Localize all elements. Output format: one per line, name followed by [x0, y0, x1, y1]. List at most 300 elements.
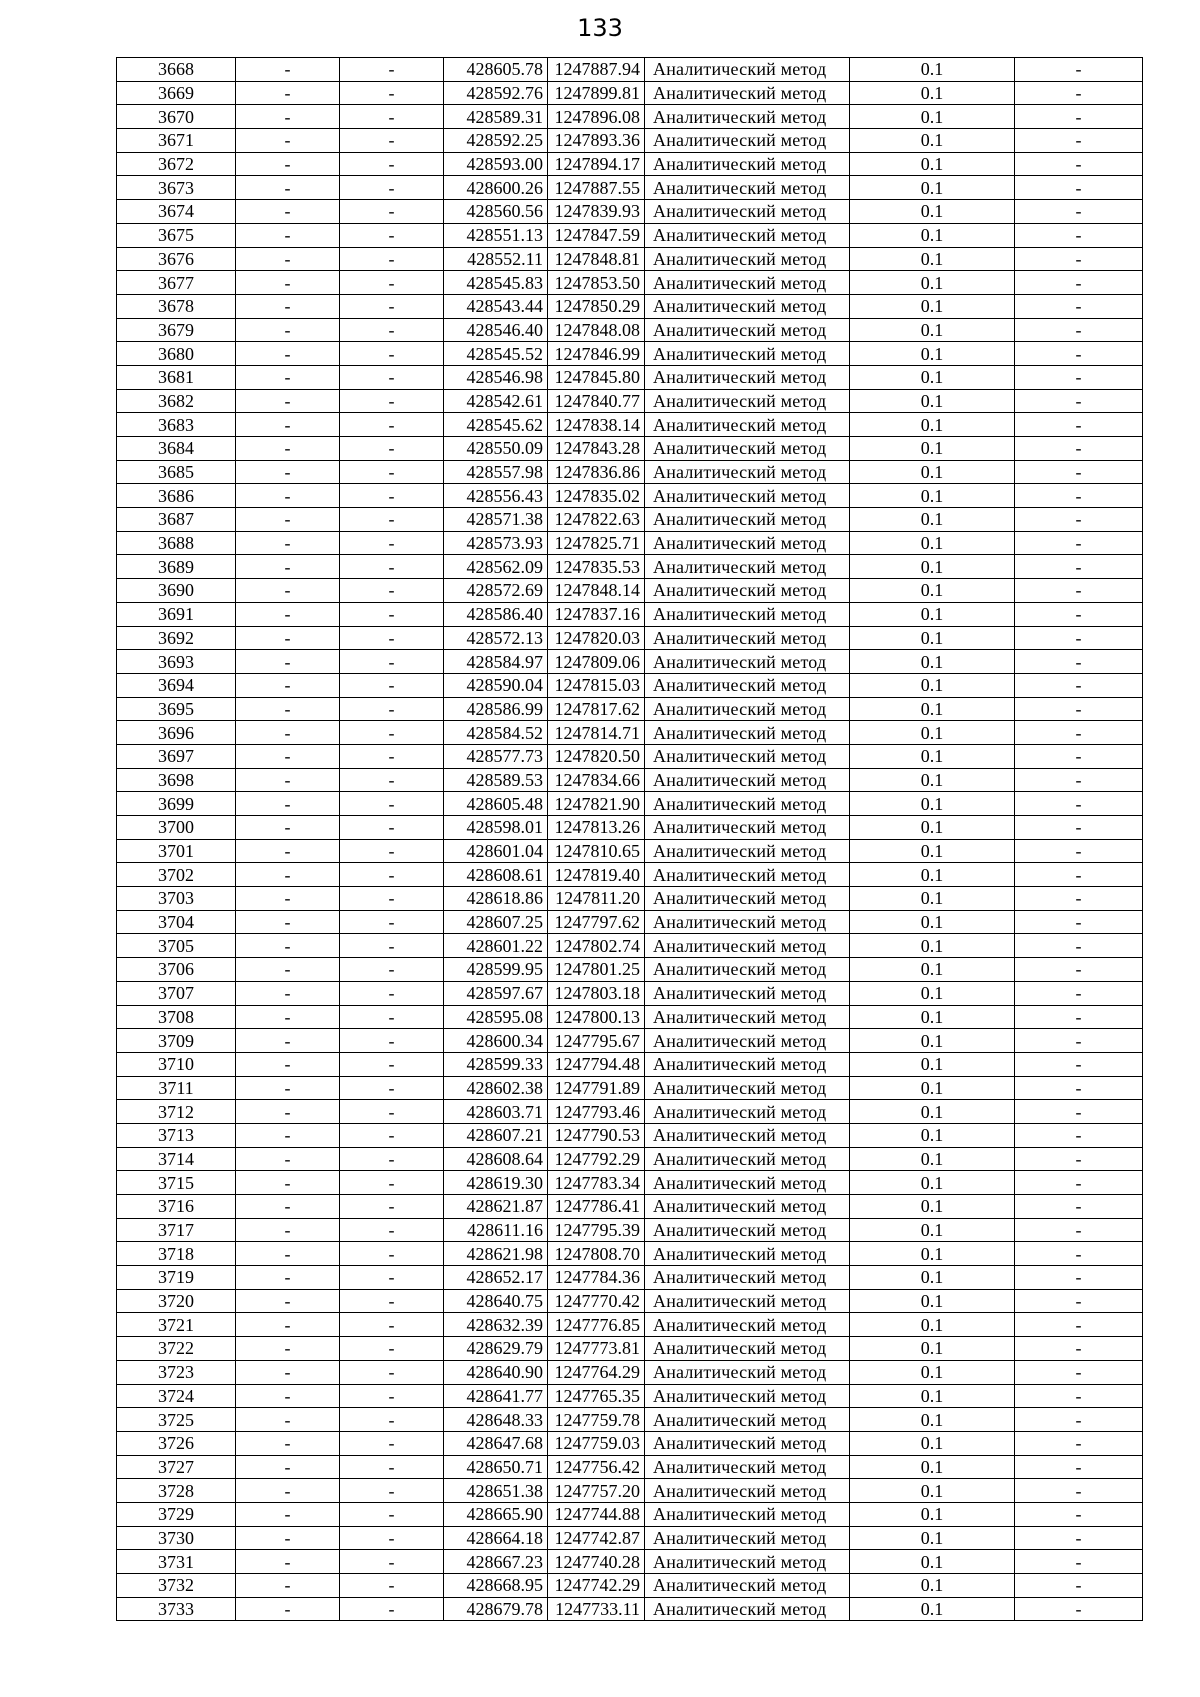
- y-coordinate-cell: 1247835.02: [548, 484, 645, 508]
- point-number-cell: 3725: [117, 1408, 236, 1432]
- y-coordinate-cell: 1247848.14: [548, 579, 645, 603]
- note-cell: -: [1015, 1195, 1143, 1219]
- dash-cell: -: [236, 697, 340, 721]
- y-coordinate-cell: 1247894.17: [548, 152, 645, 176]
- x-coordinate-cell: 428621.87: [444, 1195, 548, 1219]
- y-coordinate-cell: 1247845.80: [548, 365, 645, 389]
- dash-cell: -: [340, 1195, 444, 1219]
- table-row: [117, 1550, 1143, 1574]
- table-row: [117, 271, 1143, 295]
- point-number-cell: 3704: [117, 910, 236, 934]
- point-number-cell: 3710: [117, 1052, 236, 1076]
- method-cell: Аналитический метод: [645, 863, 850, 887]
- note-cell: -: [1015, 1242, 1143, 1266]
- method-cell: Аналитический метод: [645, 768, 850, 792]
- table-row: [117, 1384, 1143, 1408]
- table-row: [117, 1266, 1143, 1290]
- dash-cell: -: [236, 437, 340, 461]
- y-coordinate-cell: 1247836.86: [548, 460, 645, 484]
- note-cell: -: [1015, 721, 1143, 745]
- dash-cell: -: [236, 1242, 340, 1266]
- x-coordinate-cell: 428592.76: [444, 81, 548, 105]
- accuracy-cell: 0.1: [850, 1455, 1015, 1479]
- dash-cell: -: [340, 1313, 444, 1337]
- y-coordinate-cell: 1247838.14: [548, 413, 645, 437]
- method-cell: Аналитический метод: [645, 958, 850, 982]
- point-number-cell: 3690: [117, 579, 236, 603]
- accuracy-cell: 0.1: [850, 1384, 1015, 1408]
- method-cell: Аналитический метод: [645, 152, 850, 176]
- point-number-cell: 3679: [117, 318, 236, 342]
- dash-cell: -: [236, 887, 340, 911]
- y-coordinate-cell: 1247814.71: [548, 721, 645, 745]
- y-coordinate-cell: 1247837.16: [548, 602, 645, 626]
- y-coordinate-cell: 1247850.29: [548, 294, 645, 318]
- dash-cell: -: [340, 1266, 444, 1290]
- point-number-cell: 3692: [117, 626, 236, 650]
- y-coordinate-cell: 1247733.11: [548, 1597, 645, 1621]
- note-cell: -: [1015, 460, 1143, 484]
- note-cell: -: [1015, 839, 1143, 863]
- point-number-cell: 3708: [117, 1005, 236, 1029]
- method-cell: Аналитический метод: [645, 1431, 850, 1455]
- x-coordinate-cell: 428551.13: [444, 223, 548, 247]
- dash-cell: -: [340, 271, 444, 295]
- accuracy-cell: 0.1: [850, 721, 1015, 745]
- y-coordinate-cell: 1247899.81: [548, 81, 645, 105]
- accuracy-cell: 0.1: [850, 1337, 1015, 1361]
- dash-cell: -: [340, 887, 444, 911]
- note-cell: -: [1015, 1100, 1143, 1124]
- method-cell: Аналитический метод: [645, 721, 850, 745]
- method-cell: Аналитический метод: [645, 1195, 850, 1219]
- method-cell: Аналитический метод: [645, 365, 850, 389]
- note-cell: -: [1015, 1266, 1143, 1290]
- point-number-cell: 3727: [117, 1455, 236, 1479]
- accuracy-cell: 0.1: [850, 839, 1015, 863]
- point-number-cell: 3697: [117, 744, 236, 768]
- table-row: [117, 176, 1143, 200]
- table-row: [117, 531, 1143, 555]
- accuracy-cell: 0.1: [850, 1076, 1015, 1100]
- accuracy-cell: 0.1: [850, 697, 1015, 721]
- dash-cell: -: [236, 1337, 340, 1361]
- method-cell: Аналитический метод: [645, 1526, 850, 1550]
- accuracy-cell: 0.1: [850, 200, 1015, 224]
- y-coordinate-cell: 1247784.36: [548, 1266, 645, 1290]
- method-cell: Аналитический метод: [645, 81, 850, 105]
- table-row: [117, 1289, 1143, 1313]
- accuracy-cell: 0.1: [850, 1574, 1015, 1598]
- accuracy-cell: 0.1: [850, 792, 1015, 816]
- dash-cell: -: [340, 413, 444, 437]
- table-row: [117, 1431, 1143, 1455]
- point-number-cell: 3723: [117, 1360, 236, 1384]
- x-coordinate-cell: 428560.56: [444, 200, 548, 224]
- dash-cell: -: [340, 1431, 444, 1455]
- x-coordinate-cell: 428647.68: [444, 1431, 548, 1455]
- method-cell: Аналитический метод: [645, 887, 850, 911]
- coordinates-table: [116, 57, 1143, 1621]
- table-row: [117, 223, 1143, 247]
- method-cell: Аналитический метод: [645, 650, 850, 674]
- dash-cell: -: [236, 934, 340, 958]
- dash-cell: -: [236, 58, 340, 82]
- y-coordinate-cell: 1247744.88: [548, 1502, 645, 1526]
- y-coordinate-cell: 1247757.20: [548, 1479, 645, 1503]
- dash-cell: -: [236, 129, 340, 153]
- x-coordinate-cell: 428595.08: [444, 1005, 548, 1029]
- accuracy-cell: 0.1: [850, 342, 1015, 366]
- point-number-cell: 3670: [117, 105, 236, 129]
- method-cell: Аналитический метод: [645, 1455, 850, 1479]
- note-cell: -: [1015, 887, 1143, 911]
- table-row: [117, 1076, 1143, 1100]
- y-coordinate-cell: 1247820.50: [548, 744, 645, 768]
- note-cell: -: [1015, 247, 1143, 271]
- y-coordinate-cell: 1247765.35: [548, 1384, 645, 1408]
- note-cell: -: [1015, 531, 1143, 555]
- y-coordinate-cell: 1247802.74: [548, 934, 645, 958]
- dash-cell: -: [236, 1313, 340, 1337]
- y-coordinate-cell: 1247795.67: [548, 1029, 645, 1053]
- dash-cell: -: [236, 816, 340, 840]
- point-number-cell: 3711: [117, 1076, 236, 1100]
- note-cell: -: [1015, 365, 1143, 389]
- y-coordinate-cell: 1247773.81: [548, 1337, 645, 1361]
- method-cell: Аналитический метод: [645, 626, 850, 650]
- dash-cell: -: [340, 1005, 444, 1029]
- note-cell: -: [1015, 1123, 1143, 1147]
- accuracy-cell: 0.1: [850, 1123, 1015, 1147]
- accuracy-cell: 0.1: [850, 1218, 1015, 1242]
- dash-cell: -: [340, 1100, 444, 1124]
- method-cell: Аналитический метод: [645, 744, 850, 768]
- dash-cell: -: [340, 1029, 444, 1053]
- point-number-cell: 3684: [117, 437, 236, 461]
- dash-cell: -: [236, 650, 340, 674]
- note-cell: -: [1015, 1076, 1143, 1100]
- dash-cell: -: [340, 200, 444, 224]
- point-number-cell: 3678: [117, 294, 236, 318]
- point-number-cell: 3694: [117, 673, 236, 697]
- point-number-cell: 3671: [117, 129, 236, 153]
- dash-cell: -: [340, 816, 444, 840]
- x-coordinate-cell: 428618.86: [444, 887, 548, 911]
- y-coordinate-cell: 1247810.65: [548, 839, 645, 863]
- note-cell: -: [1015, 294, 1143, 318]
- dash-cell: -: [236, 223, 340, 247]
- dash-cell: -: [236, 460, 340, 484]
- y-coordinate-cell: 1247809.06: [548, 650, 645, 674]
- method-cell: Аналитический метод: [645, 1313, 850, 1337]
- accuracy-cell: 0.1: [850, 1479, 1015, 1503]
- table-row: [117, 744, 1143, 768]
- x-coordinate-cell: 428641.77: [444, 1384, 548, 1408]
- point-number-cell: 3709: [117, 1029, 236, 1053]
- table-row: [117, 1455, 1143, 1479]
- table-row: [117, 1171, 1143, 1195]
- dash-cell: -: [340, 768, 444, 792]
- x-coordinate-cell: 428592.25: [444, 129, 548, 153]
- table-row: [117, 839, 1143, 863]
- dash-cell: -: [340, 1147, 444, 1171]
- x-coordinate-cell: 428651.38: [444, 1479, 548, 1503]
- dash-cell: -: [236, 1123, 340, 1147]
- y-coordinate-cell: 1247887.55: [548, 176, 645, 200]
- point-number-cell: 3676: [117, 247, 236, 271]
- x-coordinate-cell: 428550.09: [444, 437, 548, 461]
- note-cell: -: [1015, 1360, 1143, 1384]
- dash-cell: -: [236, 105, 340, 129]
- method-cell: Аналитический метод: [645, 1360, 850, 1384]
- method-cell: Аналитический метод: [645, 1218, 850, 1242]
- dash-cell: -: [236, 910, 340, 934]
- y-coordinate-cell: 1247742.29: [548, 1574, 645, 1598]
- method-cell: Аналитический метод: [645, 223, 850, 247]
- method-cell: Аналитический метод: [645, 271, 850, 295]
- x-coordinate-cell: 428593.00: [444, 152, 548, 176]
- dash-cell: -: [236, 413, 340, 437]
- x-coordinate-cell: 428600.26: [444, 176, 548, 200]
- x-coordinate-cell: 428586.40: [444, 602, 548, 626]
- x-coordinate-cell: 428584.52: [444, 721, 548, 745]
- y-coordinate-cell: 1247896.08: [548, 105, 645, 129]
- point-number-cell: 3730: [117, 1526, 236, 1550]
- y-coordinate-cell: 1247795.39: [548, 1218, 645, 1242]
- point-number-cell: 3722: [117, 1337, 236, 1361]
- dash-cell: -: [236, 1218, 340, 1242]
- note-cell: -: [1015, 981, 1143, 1005]
- dash-cell: -: [236, 1100, 340, 1124]
- note-cell: -: [1015, 58, 1143, 82]
- note-cell: -: [1015, 1384, 1143, 1408]
- table-row: [117, 342, 1143, 366]
- x-coordinate-cell: 428621.98: [444, 1242, 548, 1266]
- dash-cell: -: [340, 934, 444, 958]
- note-cell: -: [1015, 484, 1143, 508]
- dash-cell: -: [340, 294, 444, 318]
- method-cell: Аналитический метод: [645, 200, 850, 224]
- accuracy-cell: 0.1: [850, 105, 1015, 129]
- y-coordinate-cell: 1247792.29: [548, 1147, 645, 1171]
- note-cell: -: [1015, 602, 1143, 626]
- table-row: [117, 484, 1143, 508]
- dash-cell: -: [236, 176, 340, 200]
- x-coordinate-cell: 428601.04: [444, 839, 548, 863]
- method-cell: Аналитический метод: [645, 1266, 850, 1290]
- method-cell: Аналитический метод: [645, 413, 850, 437]
- dash-cell: -: [236, 1455, 340, 1479]
- point-number-cell: 3714: [117, 1147, 236, 1171]
- table-row: [117, 1408, 1143, 1432]
- table-row: [117, 697, 1143, 721]
- accuracy-cell: 0.1: [850, 1147, 1015, 1171]
- method-cell: Аналитический метод: [645, 1052, 850, 1076]
- x-coordinate-cell: 428650.71: [444, 1455, 548, 1479]
- point-number-cell: 3700: [117, 816, 236, 840]
- dash-cell: -: [340, 910, 444, 934]
- method-cell: Аналитический метод: [645, 437, 850, 461]
- dash-cell: -: [340, 176, 444, 200]
- accuracy-cell: 0.1: [850, 58, 1015, 82]
- note-cell: -: [1015, 863, 1143, 887]
- accuracy-cell: 0.1: [850, 555, 1015, 579]
- dash-cell: -: [340, 958, 444, 982]
- point-number-cell: 3693: [117, 650, 236, 674]
- accuracy-cell: 0.1: [850, 176, 1015, 200]
- x-coordinate-cell: 428608.64: [444, 1147, 548, 1171]
- note-cell: -: [1015, 1171, 1143, 1195]
- method-cell: Аналитический метод: [645, 1479, 850, 1503]
- note-cell: -: [1015, 626, 1143, 650]
- table-row: [117, 958, 1143, 982]
- note-cell: -: [1015, 934, 1143, 958]
- dash-cell: -: [340, 1076, 444, 1100]
- dash-cell: -: [236, 1266, 340, 1290]
- y-coordinate-cell: 1247834.66: [548, 768, 645, 792]
- point-number-cell: 3699: [117, 792, 236, 816]
- accuracy-cell: 0.1: [850, 1242, 1015, 1266]
- table-row: [117, 934, 1143, 958]
- point-number-cell: 3707: [117, 981, 236, 1005]
- table-row: [117, 318, 1143, 342]
- point-number-cell: 3718: [117, 1242, 236, 1266]
- table-body: [117, 58, 1143, 1621]
- method-cell: Аналитический метод: [645, 389, 850, 413]
- y-coordinate-cell: 1247808.70: [548, 1242, 645, 1266]
- dash-cell: -: [340, 697, 444, 721]
- y-coordinate-cell: 1247835.53: [548, 555, 645, 579]
- accuracy-cell: 0.1: [850, 1005, 1015, 1029]
- y-coordinate-cell: 1247756.42: [548, 1455, 645, 1479]
- table-row: [117, 152, 1143, 176]
- point-number-cell: 3731: [117, 1550, 236, 1574]
- method-cell: Аналитический метод: [645, 1029, 850, 1053]
- note-cell: -: [1015, 508, 1143, 532]
- y-coordinate-cell: 1247887.94: [548, 58, 645, 82]
- accuracy-cell: 0.1: [850, 1431, 1015, 1455]
- x-coordinate-cell: 428545.52: [444, 342, 548, 366]
- dash-cell: -: [236, 1147, 340, 1171]
- note-cell: -: [1015, 958, 1143, 982]
- note-cell: -: [1015, 1029, 1143, 1053]
- method-cell: Аналитический метод: [645, 602, 850, 626]
- note-cell: -: [1015, 271, 1143, 295]
- y-coordinate-cell: 1247759.03: [548, 1431, 645, 1455]
- y-coordinate-cell: 1247783.34: [548, 1171, 645, 1195]
- note-cell: -: [1015, 1289, 1143, 1313]
- accuracy-cell: 0.1: [850, 1195, 1015, 1219]
- accuracy-cell: 0.1: [850, 413, 1015, 437]
- dash-cell: -: [340, 602, 444, 626]
- table-row: [117, 1574, 1143, 1598]
- dash-cell: -: [340, 389, 444, 413]
- method-cell: Аналитический метод: [645, 342, 850, 366]
- x-coordinate-cell: 428571.38: [444, 508, 548, 532]
- point-number-cell: 3721: [117, 1313, 236, 1337]
- table-row: [117, 1029, 1143, 1053]
- table-row: [117, 768, 1143, 792]
- dash-cell: -: [340, 81, 444, 105]
- x-coordinate-cell: 428573.93: [444, 531, 548, 555]
- accuracy-cell: 0.1: [850, 389, 1015, 413]
- accuracy-cell: 0.1: [850, 910, 1015, 934]
- dash-cell: -: [340, 792, 444, 816]
- point-number-cell: 3706: [117, 958, 236, 982]
- x-coordinate-cell: 428545.62: [444, 413, 548, 437]
- table-row: [117, 365, 1143, 389]
- point-number-cell: 3673: [117, 176, 236, 200]
- dash-cell: -: [340, 981, 444, 1005]
- dash-cell: -: [340, 484, 444, 508]
- x-coordinate-cell: 428557.98: [444, 460, 548, 484]
- table-row: [117, 1479, 1143, 1503]
- accuracy-cell: 0.1: [850, 1502, 1015, 1526]
- dash-cell: -: [236, 1502, 340, 1526]
- method-cell: Аналитический метод: [645, 1147, 850, 1171]
- point-number-cell: 3688: [117, 531, 236, 555]
- dash-cell: -: [340, 650, 444, 674]
- method-cell: Аналитический метод: [645, 247, 850, 271]
- x-coordinate-cell: 428542.61: [444, 389, 548, 413]
- point-number-cell: 3680: [117, 342, 236, 366]
- note-cell: -: [1015, 579, 1143, 603]
- note-cell: -: [1015, 1431, 1143, 1455]
- table-row: [117, 1218, 1143, 1242]
- point-number-cell: 3686: [117, 484, 236, 508]
- accuracy-cell: 0.1: [850, 768, 1015, 792]
- dash-cell: -: [340, 863, 444, 887]
- note-cell: -: [1015, 1005, 1143, 1029]
- note-cell: -: [1015, 1526, 1143, 1550]
- dash-cell: -: [340, 105, 444, 129]
- accuracy-cell: 0.1: [850, 365, 1015, 389]
- dash-cell: -: [340, 437, 444, 461]
- method-cell: Аналитический метод: [645, 1550, 850, 1574]
- x-coordinate-cell: 428607.21: [444, 1123, 548, 1147]
- table-row: [117, 294, 1143, 318]
- point-number-cell: 3675: [117, 223, 236, 247]
- method-cell: Аналитический метод: [645, 105, 850, 129]
- note-cell: -: [1015, 1218, 1143, 1242]
- note-cell: -: [1015, 105, 1143, 129]
- table-row: [117, 1242, 1143, 1266]
- dash-cell: -: [236, 531, 340, 555]
- x-coordinate-cell: 428668.95: [444, 1574, 548, 1598]
- dash-cell: -: [236, 981, 340, 1005]
- accuracy-cell: 0.1: [850, 1360, 1015, 1384]
- dash-cell: -: [340, 555, 444, 579]
- dash-cell: -: [236, 1360, 340, 1384]
- method-cell: Аналитический метод: [645, 1574, 850, 1598]
- accuracy-cell: 0.1: [850, 744, 1015, 768]
- dash-cell: -: [340, 247, 444, 271]
- dash-cell: -: [340, 1408, 444, 1432]
- point-number-cell: 3696: [117, 721, 236, 745]
- point-number-cell: 3681: [117, 365, 236, 389]
- y-coordinate-cell: 1247742.87: [548, 1526, 645, 1550]
- x-coordinate-cell: 428611.16: [444, 1218, 548, 1242]
- point-number-cell: 3705: [117, 934, 236, 958]
- accuracy-cell: 0.1: [850, 1597, 1015, 1621]
- point-number-cell: 3726: [117, 1431, 236, 1455]
- note-cell: -: [1015, 792, 1143, 816]
- accuracy-cell: 0.1: [850, 958, 1015, 982]
- dash-cell: -: [236, 152, 340, 176]
- accuracy-cell: 0.1: [850, 223, 1015, 247]
- dash-cell: -: [236, 1431, 340, 1455]
